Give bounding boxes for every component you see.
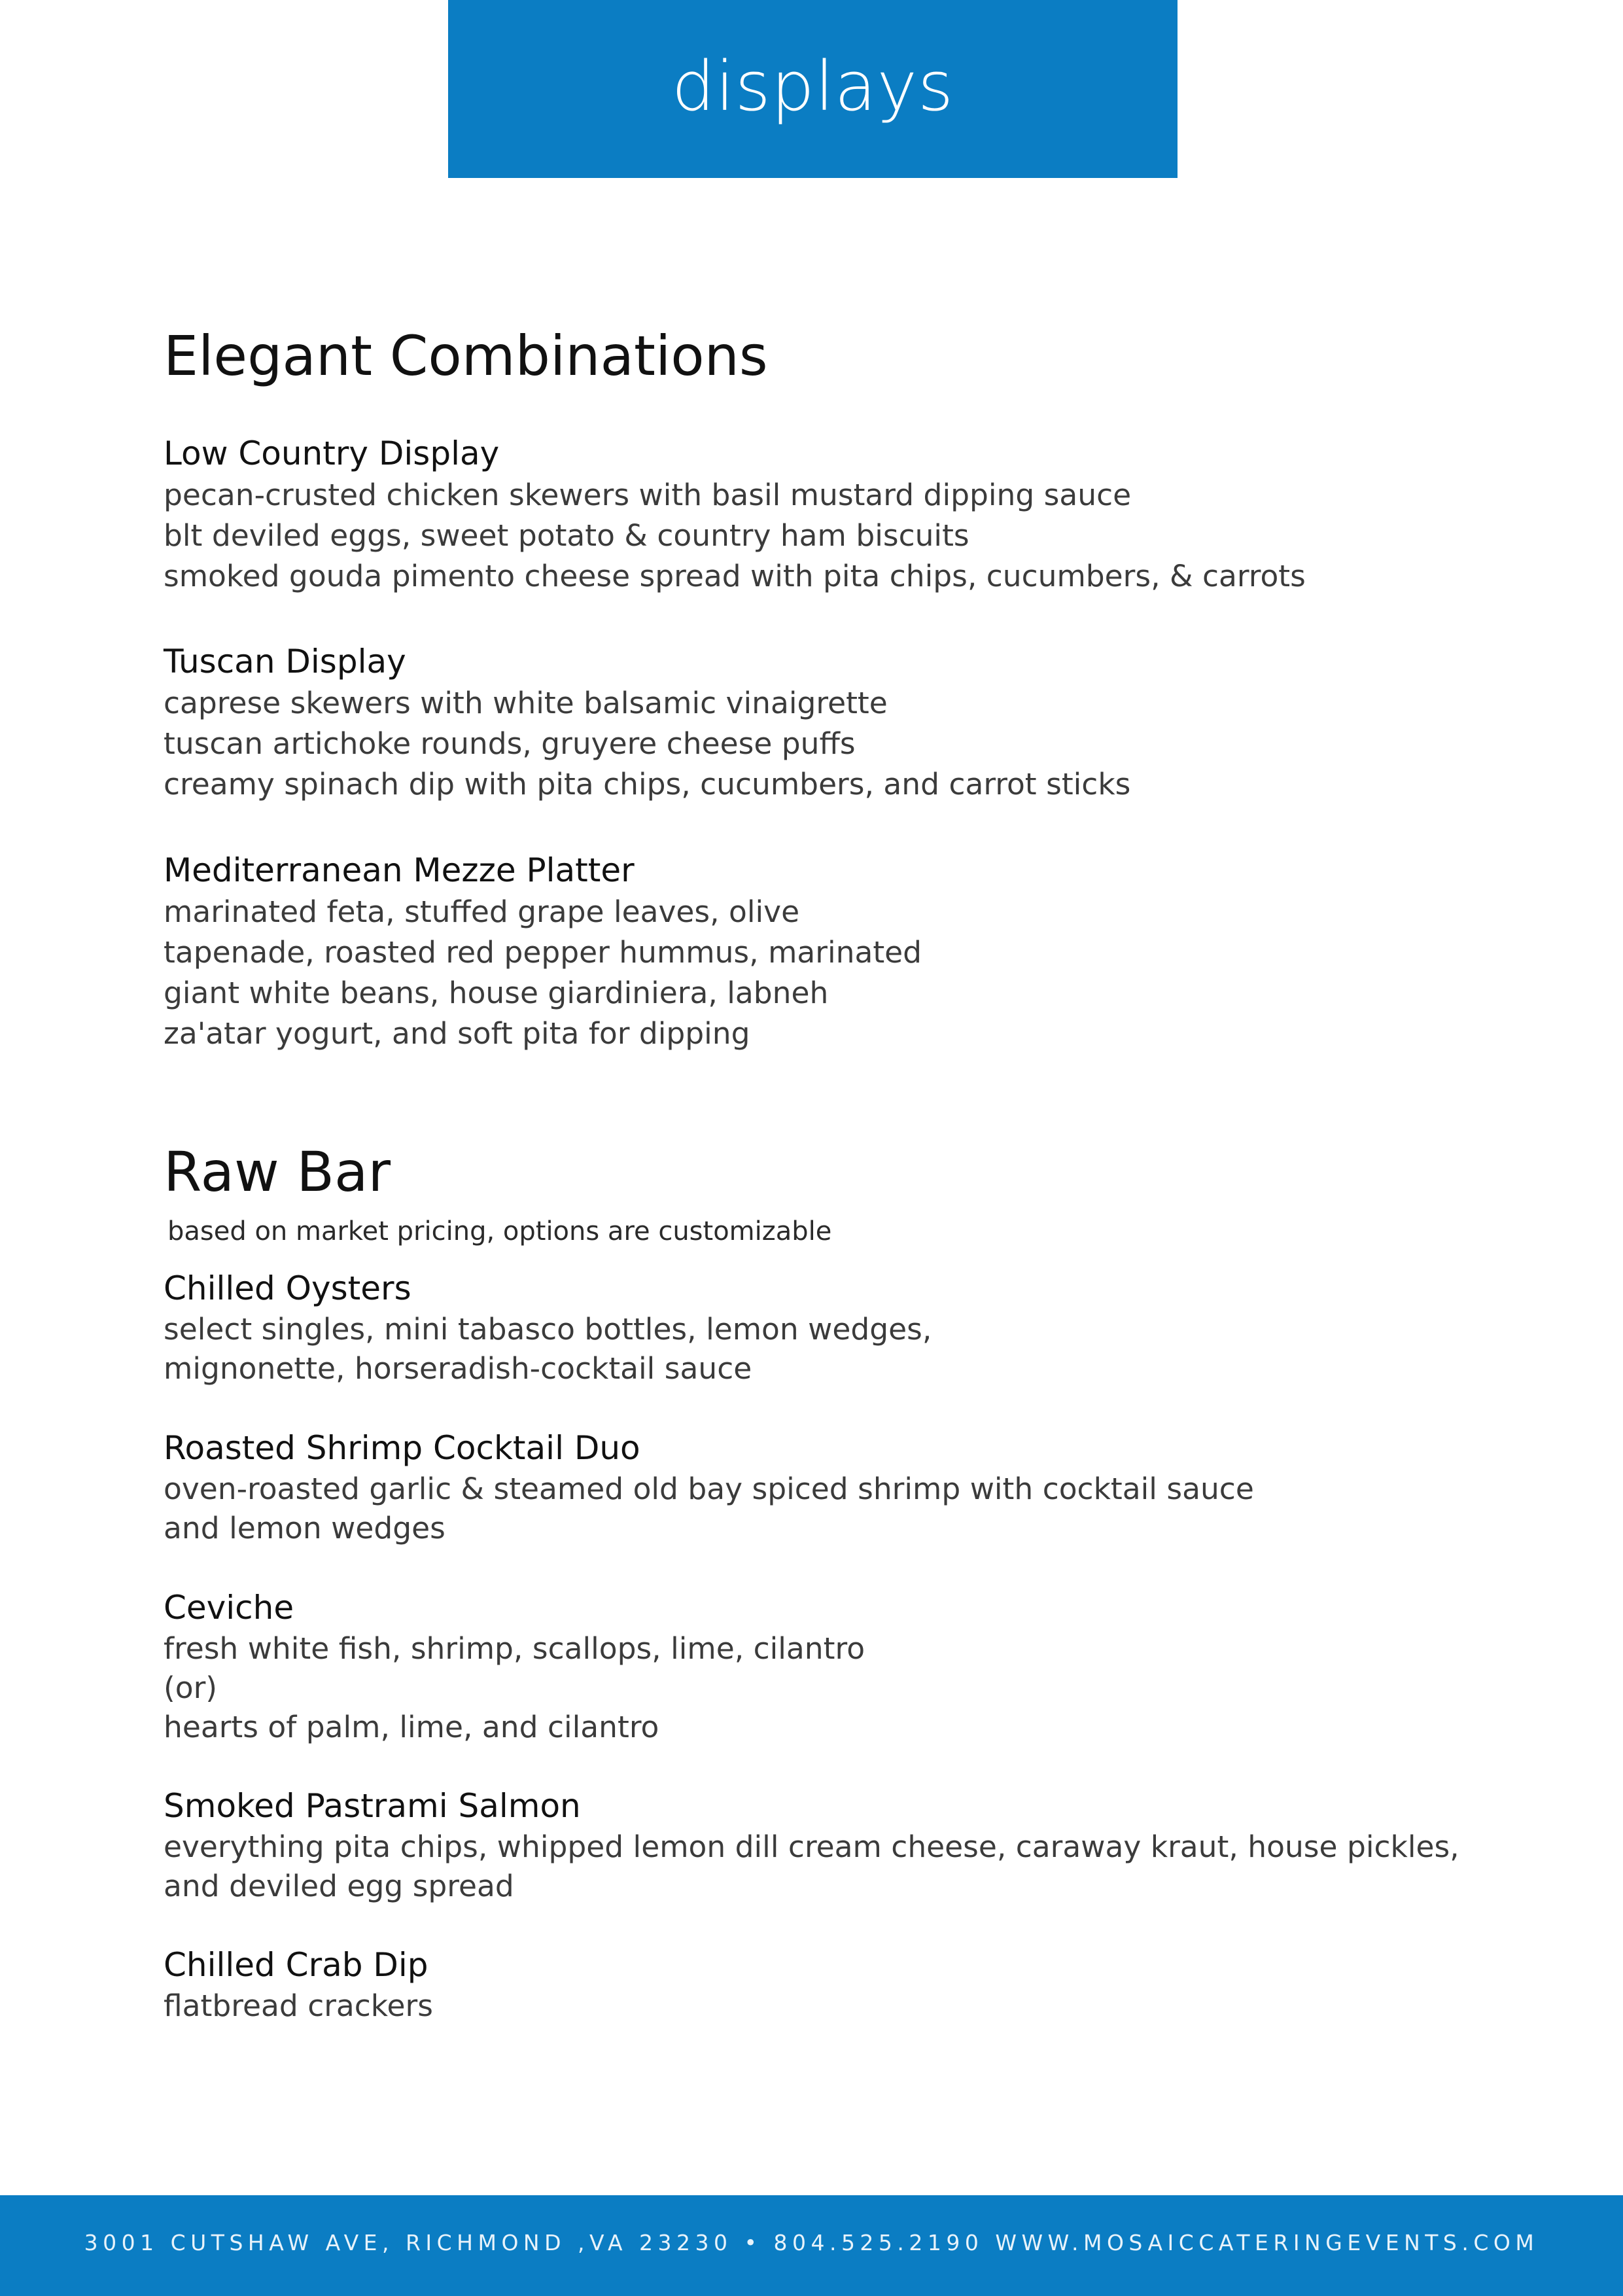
menu-item-name: Smoked Pastrami Salmon bbox=[164, 1787, 581, 1825]
menu-item-description: tapenade, roasted red pepper hummus, marinated bbox=[164, 935, 922, 970]
menu-item-chilled-oysters bbox=[164, 1267, 1505, 1388]
menu-item-low-country-display bbox=[164, 432, 1505, 597]
footer-contact-info: 3001 CUTSHAW AVE, RICHMOND ,VA 23230 • 804.525.2190 WWW.MOSAICCATERINGEVENTS.COM bbox=[84, 2229, 1539, 2255]
menu-item-name: Mediterranean Mezze Platter bbox=[164, 851, 635, 889]
menu-item-description: caprese skewers with white balsamic vinaigrette bbox=[164, 686, 888, 720]
menu-item-roasted-shrimp-cocktail-duo bbox=[164, 1426, 1505, 1548]
menu-item-smoked-pastrami-salmon bbox=[164, 1784, 1505, 1906]
menu-item-description: blt deviled eggs, sweet potato & country ham biscuits bbox=[164, 518, 969, 553]
menu-item-name: Tuscan Display bbox=[164, 643, 406, 680]
menu-item-description: select singles, mini tabasco bottles, lemon wedges, bbox=[164, 1312, 932, 1347]
menu-item-chilled-crab-dip bbox=[164, 1943, 1505, 2026]
menu-item-name: Chilled Crab Dip bbox=[164, 1946, 428, 1984]
menu-item-description: flatbread crackers bbox=[164, 1988, 433, 2023]
raw-bar-pricing-note: based on market pricing, options are customizable bbox=[167, 1216, 832, 1246]
page-title: displays bbox=[671, 46, 954, 126]
menu-item-ceviche bbox=[164, 1586, 1505, 1747]
menu-item-description: fresh white fish, shrimp, scallops, lime, cilantro bbox=[164, 1631, 865, 1666]
menu-item-name: Ceviche bbox=[164, 1589, 294, 1627]
section-title-elegant-combinations: Elegant Combinations bbox=[164, 324, 768, 388]
section-title-raw-bar: Raw Bar bbox=[164, 1140, 391, 1204]
menu-item-description: and deviled egg spread bbox=[164, 1869, 514, 1903]
menu-item-description: creamy spinach dip with pita chips, cucumbers, and carrot sticks bbox=[164, 767, 1131, 802]
menu-item-name: Chilled Oysters bbox=[164, 1269, 411, 1307]
menu-item-description: everything pita chips, whipped lemon dill cream cheese, caraway kraut, house pickles, bbox=[164, 1829, 1459, 1864]
menu-item-description: za'atar yogurt, and soft pita for dipping bbox=[164, 1016, 750, 1051]
menu-item-description: and lemon wedges bbox=[164, 1511, 445, 1545]
footer-bar bbox=[0, 2195, 1623, 2296]
menu-item-name: Low Country Display bbox=[164, 434, 500, 472]
menu-item-description: (or) bbox=[164, 1670, 218, 1705]
menu-item-name: Roasted Shrimp Cocktail Duo bbox=[164, 1429, 640, 1467]
menu-item-description: giant white beans, house giardiniera, labneh bbox=[164, 976, 829, 1010]
menu-item-mediterranean-mezze-platter bbox=[164, 849, 1505, 1054]
menu-item-description: tuscan artichoke rounds, gruyere cheese puffs bbox=[164, 726, 856, 761]
menu-item-description: hearts of palm, lime, and cilantro bbox=[164, 1710, 659, 1744]
menu-item-description: mignonette, horseradish-cocktail sauce bbox=[164, 1351, 752, 1386]
menu-item-description: smoked gouda pimento cheese spread with pita chips, cucumbers, & carrots bbox=[164, 559, 1306, 593]
menu-item-description: pecan-crusted chicken skewers with basil mustard dipping sauce bbox=[164, 478, 1132, 512]
menu-item-description: oven-roasted garlic & steamed old bay spiced shrimp with cocktail sauce bbox=[164, 1472, 1254, 1506]
menu-item-description: marinated feta, stuffed grape leaves, olive bbox=[164, 894, 800, 929]
menu-item-tuscan-display bbox=[164, 640, 1505, 805]
header-banner bbox=[448, 0, 1178, 178]
